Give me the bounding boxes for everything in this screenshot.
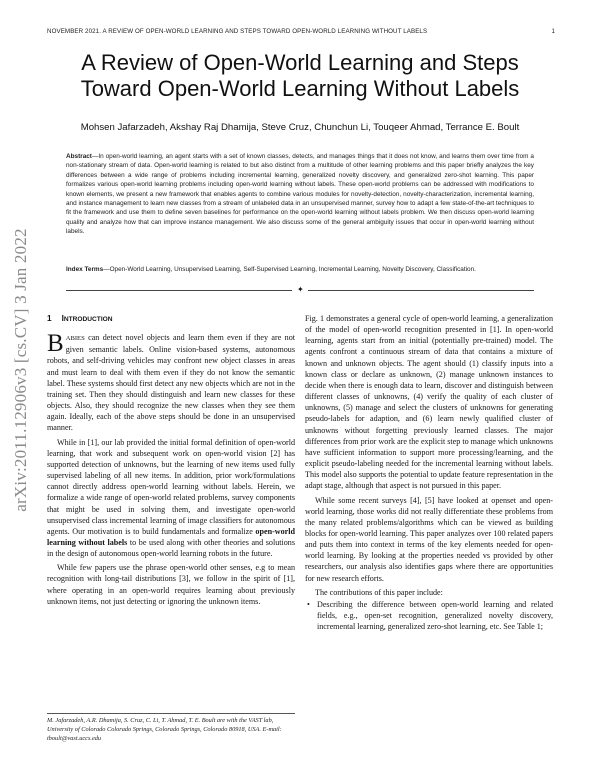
contribution-bullet-1: • Describing the difference between open-world learning and related fields, e.g., open-set recognition, generalized novelty discovery, incremental learning, generalized zero-shot learning, etc. See Table 1; <box>305 599 553 632</box>
index-terms <box>66 265 534 274</box>
intro-paragraph-1-text: can detect novel objects and learn them even if they are not given semantic labels. Online vision-based systems, autonomous robots, and self-driving vehicles may confront new object classes in areas and must learn to deal with them even if they do not know the semantic label. These systems should first detect any new objects which are not in the training set. Then they should distinguish and learn new classes for these objects. Also, they should recognize the new classes when they see them again. Ideally, each of the above steps should be done in an unsupervised manner. <box>47 333 295 433</box>
section-number: 1 <box>47 314 52 323</box>
section-title-rest: NTRODUCTION <box>63 316 113 323</box>
arxiv-stamp <box>8 170 38 570</box>
footnote <box>47 713 295 743</box>
index-terms-label: Index Terms <box>66 266 104 273</box>
abstract-label: Abstract <box>66 153 92 160</box>
contributions-intro: The contributions of this paper include: <box>315 587 443 597</box>
index-terms-text: —Open-World Learning, Unsupervised Learning, Self-Supervised Learning, Incremental Learning, Novelty Discovery, Classification. <box>103 266 476 273</box>
separator-rule-left <box>66 290 292 291</box>
footnote-rule <box>47 713 295 714</box>
section-heading <box>47 313 295 325</box>
arxiv-stamp-text: arXiv:2011.12906v3 [cs.CV] 3 Jan 2022 <box>11 228 30 512</box>
separator-rule-right <box>308 290 534 291</box>
intro-bold-phrase: open-world learning without labels <box>47 526 295 547</box>
section-separator <box>66 285 534 294</box>
right-paragraph-2: While some recent surveys [4], [5] have looked at openset and open-world learning, those works did not really differentiate these problems from the many related problems/algorithms which can be viewed as building blocks for open-world learning. This paper analyzes over 100 related papers and puts them into context in terms of the key elements needed for open-world learning. By looking at the properties needed vs provided by other researchers, our analysis also identifies gaps where there are opportunities for new research efforts. <box>305 495 553 583</box>
paper-title <box>0 50 600 102</box>
running-title: NOVEMBER 2021. A REVIEW OF OPEN-WORLD LEARNING AND STEPS TOWARD OPEN-WORLD LEARNING WITHOUT LABELS <box>47 28 428 35</box>
abstract-text: —In open-world learning, an agent starts with a set of known classes, detects, and manages things that it does not know, and learns them over time from a non-stationary stream of data. Open-world learning is related to but also distinct from a multitude of other learning problems and this paper briefly analyzes the key differences between a wide range of problems including incremental learning, generalized novelty discovery, and generalized zero-shot learning. This paper formalizes various open-world learning problems including open-world learning without labels. These open-world problems can be addressed with modifications to known elements, we present a new framework that enables agents to combine various modules for novelty-detection, novelty-characterization, incremental learning, and instance management to learn new classes from a stream of unlabeled data in an unsupervised manner, survey how to adapt a few state-of-the-art techniques to fit the framework and use them to define seven baselines for performance on the open-world learning without labels problem. We then discuss open-world learning quality and analyze how that can improve instance management. We also discuss some of the general ambiguity issues that occur in open-world learning without labels. <box>66 153 534 236</box>
drop-cap: B <box>47 330 64 358</box>
title-line-2: Toward Open-World Learning Without Labels <box>80 76 520 101</box>
author-list: Mohsen Jafarzadeh, Akshay Raj Dhamija, Steve Cruz, Chunchun Li, Touqeer Ahmad, Terrance E. Boult <box>80 122 520 133</box>
right-column <box>305 313 553 632</box>
drop-cap-continuation: ABIES <box>65 335 85 343</box>
section-title-first: I <box>61 314 64 323</box>
page-number: 1 <box>551 28 555 35</box>
right-paragraph-1: Fig. 1 demonstrates a general cycle of open-world learning, a generalization of the model of open-world recognition presented in [1]. In open-world learning, agents start from an initial (potentially pre-trained) model. The agents confront a continuous stream of data that contains a mixture of known and unknown objects. The agent should (1) classify inputs into a known class or declare as unknown, (2) manage unknown instances to decide when there is enough data to learn, discover and distinguish between different classes of unknowns, (4) verify the quality of each cluster of unknowns, (5) manage and select the clusters of unknowns for generating pseudo-labels for adaption, and (6) learn newly qualified cluster of unknowns without forgetting previously learned classes. The major differences from prior work are the explicit step to manage which unknowns have sufficient information to support more processing/learning, and the explicit pseudo-labeling needed for the incremental learning without labels. This model also supports the potential to update feature representation in the adapt stage, although that aspect is not pursued in this paper. <box>305 314 553 491</box>
footnote-text: M. Jafarzadeh, A.R. Dhamija, S. Cruz, C. Li, T. Ahmad, T. E. Boult are with the VAST lab, University of Colorado Colorado Springs, Colorado Springs, Colorado 80918, USA. E-mail: tboult@vast.uccs.edu <box>47 717 282 742</box>
intro-paragraph-2-text-a: While in [1], our lab provided the initial formal definition of open-world learning, that work and subsequent work on open-world vision [2] has supported detection of unknowns, but the learning of new items used fully supervised labeling of all new items. In addition, prior work/formulations cannot directly address open-world learning without labels. Herein, we formalize a wide range of open-world related problems, survey components that might be used in solving them, and investigate open-world unsupervised class incremental learning of image classifiers for autonomous agents. Our motivation is to build fundamentals and formalize <box>47 437 295 536</box>
intro-paragraph-2-text-b: to be used along with other theories and solutions in the design of autonomous open-world learning robots in the future. <box>47 537 295 559</box>
intro-paragraph-2 <box>47 437 295 560</box>
abstract <box>66 152 534 237</box>
intro-paragraph-3: While few papers use the phrase open-world other senses, e.g to mean recognition with long-tail distributions [3], we follow in the spirit of [1], where operating in an open-world requires learning about previously unknown items, not just detecting or ignoring the unknown items. <box>47 563 295 606</box>
intro-paragraph-1 <box>47 332 295 433</box>
left-column <box>47 313 295 607</box>
separator-diamond-icon: ✦ <box>297 285 304 294</box>
running-header <box>47 28 555 35</box>
title-line-1: A Review of Open-World Learning and Steps <box>81 50 519 75</box>
